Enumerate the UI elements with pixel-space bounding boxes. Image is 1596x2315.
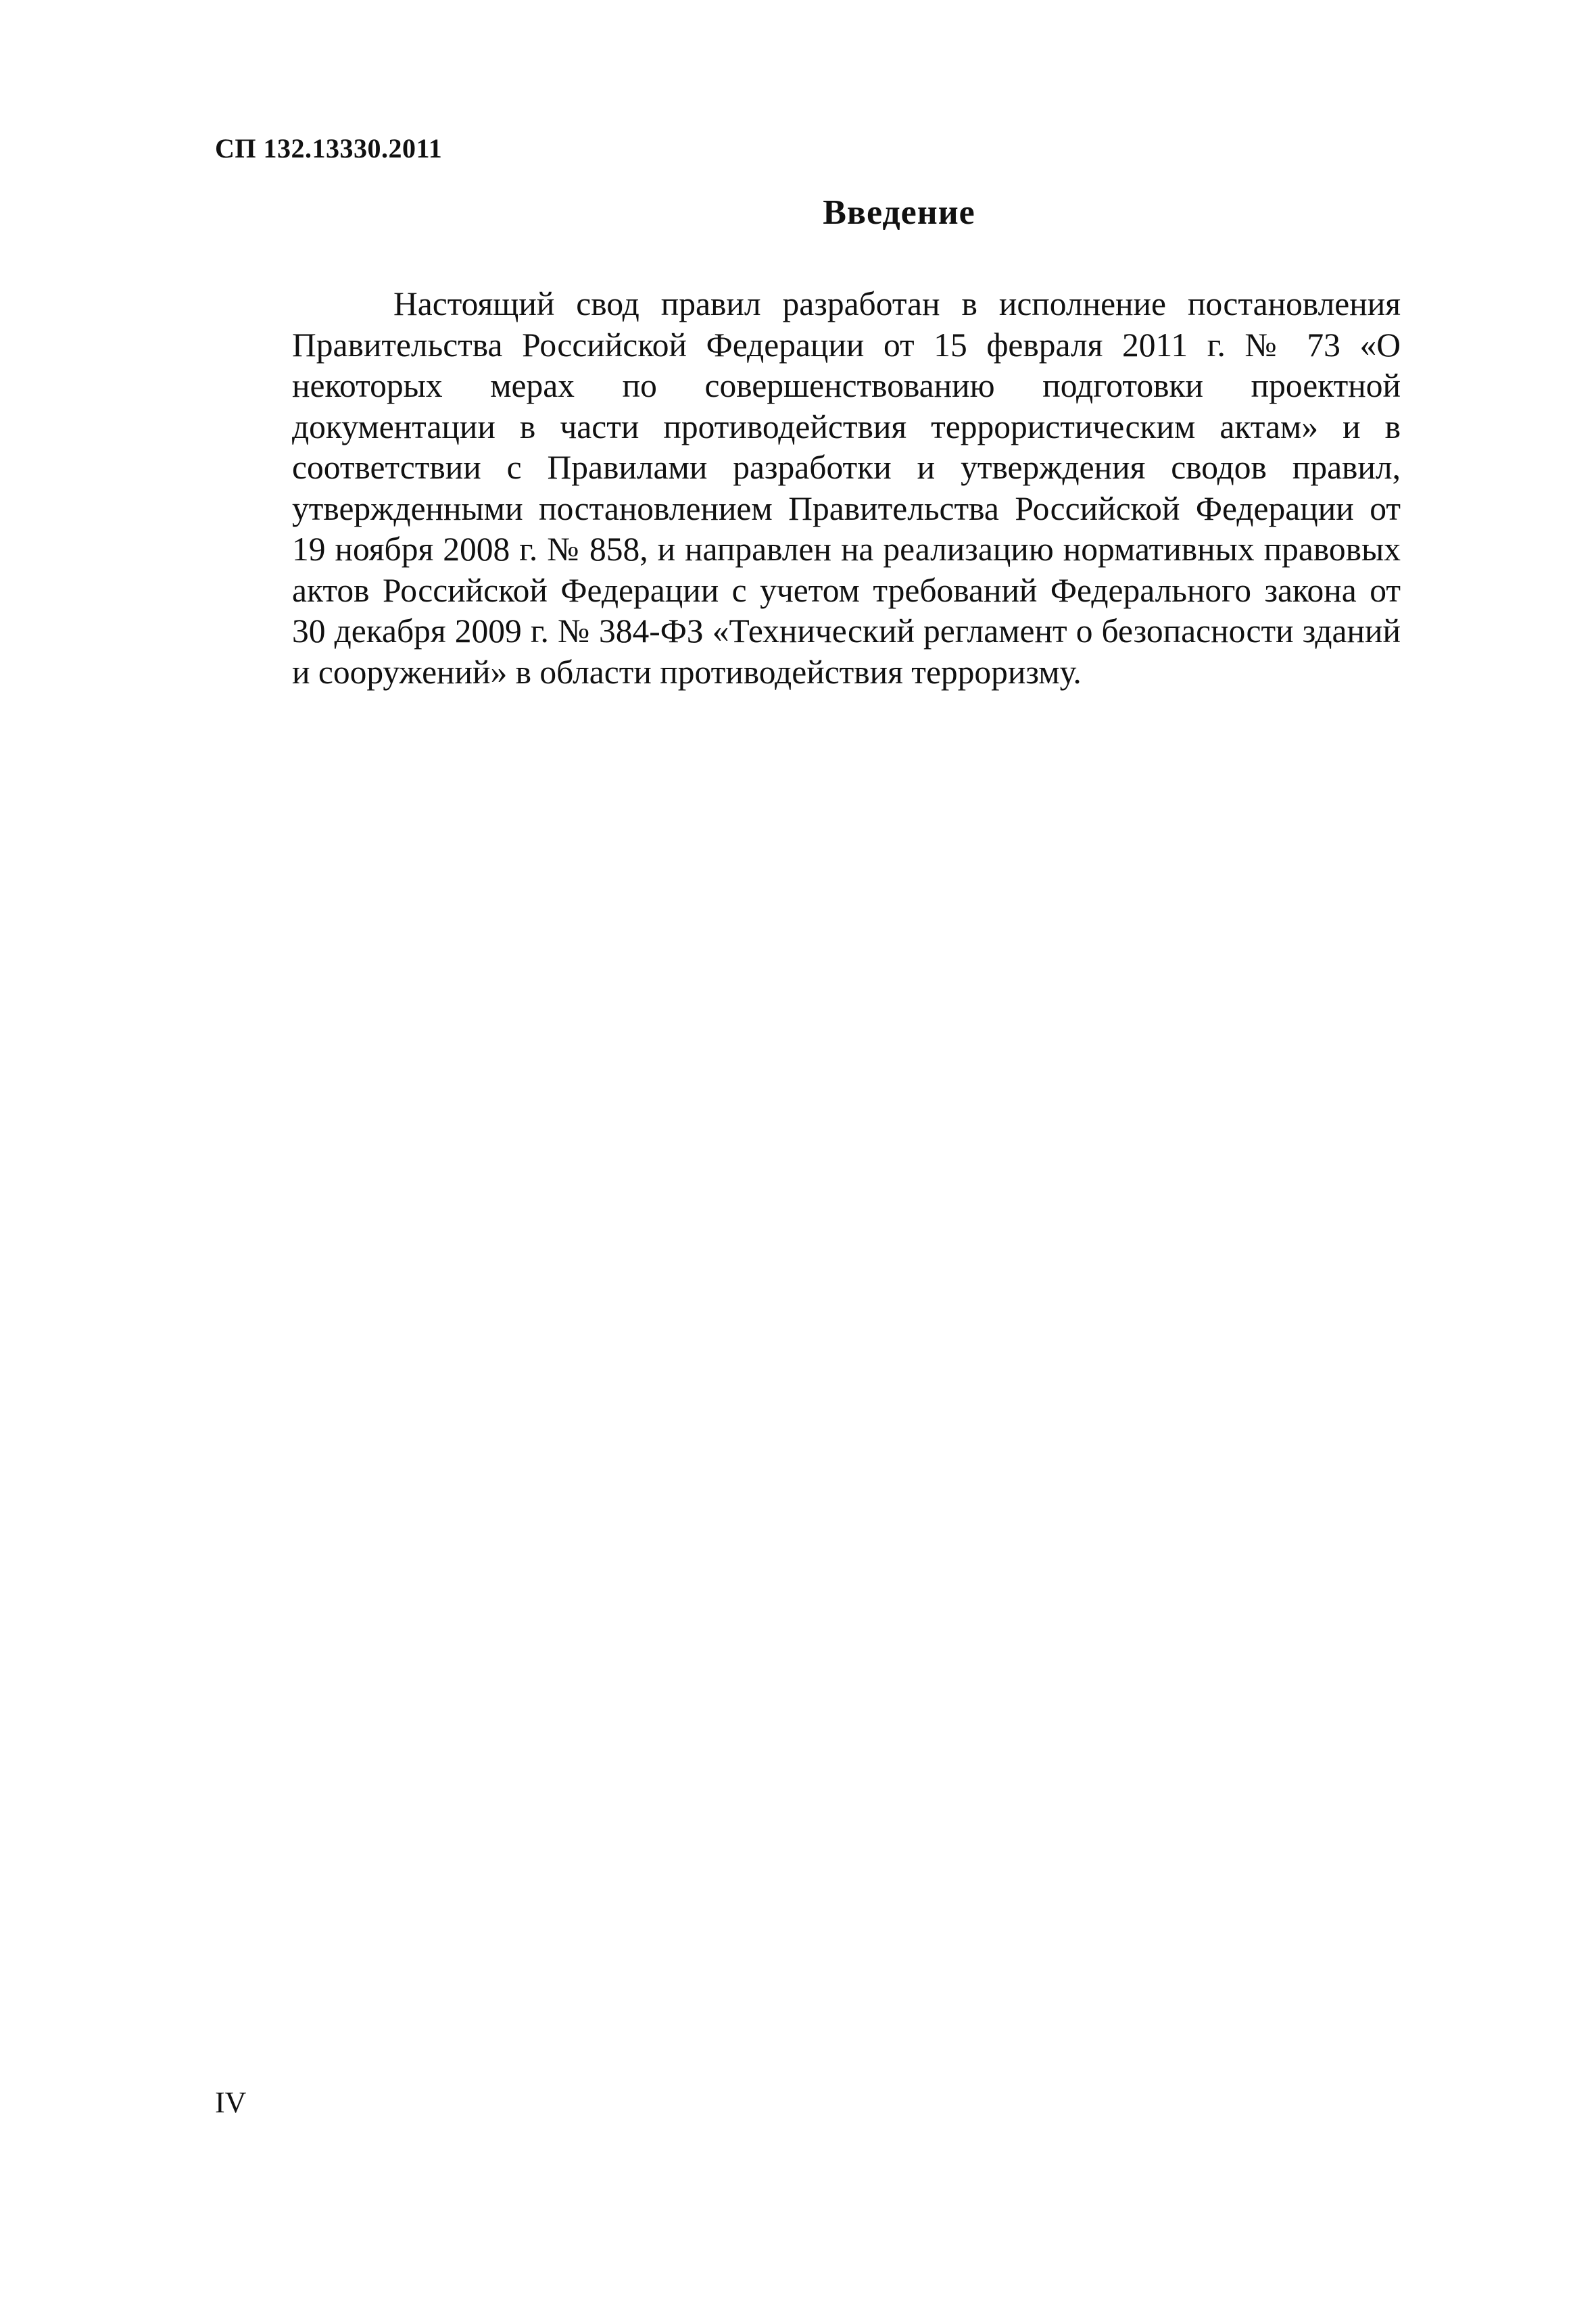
introduction-paragraph: Настоящий свод правил разработан в исполнение постановления Правительства Российской Федерации от 15 февраля 2011 г. № 73 «О некоторых мерах по совершенствованию подготовки проектной документации в части противодействия террористическим актам» и в соответствии с Правилами разработки и утверждения сводов правил, утвержденными постановлением Правительства Российской Федерации от 19 ноября 2008 г. № 858, и направлен на реализацию нормативных правовых актов Российской Федерации с учетом требований Федерального закона от 30 декабря 2009 г. № 384-ФЗ «Технический регламент о безопасности зданий и сооружений» в области противодействия терроризму. bbox=[292, 285, 1401, 691]
document-code: СП 132.13330.2011 bbox=[215, 133, 443, 164]
page-number: IV bbox=[215, 2086, 247, 2119]
section-title: Введение bbox=[823, 193, 975, 232]
